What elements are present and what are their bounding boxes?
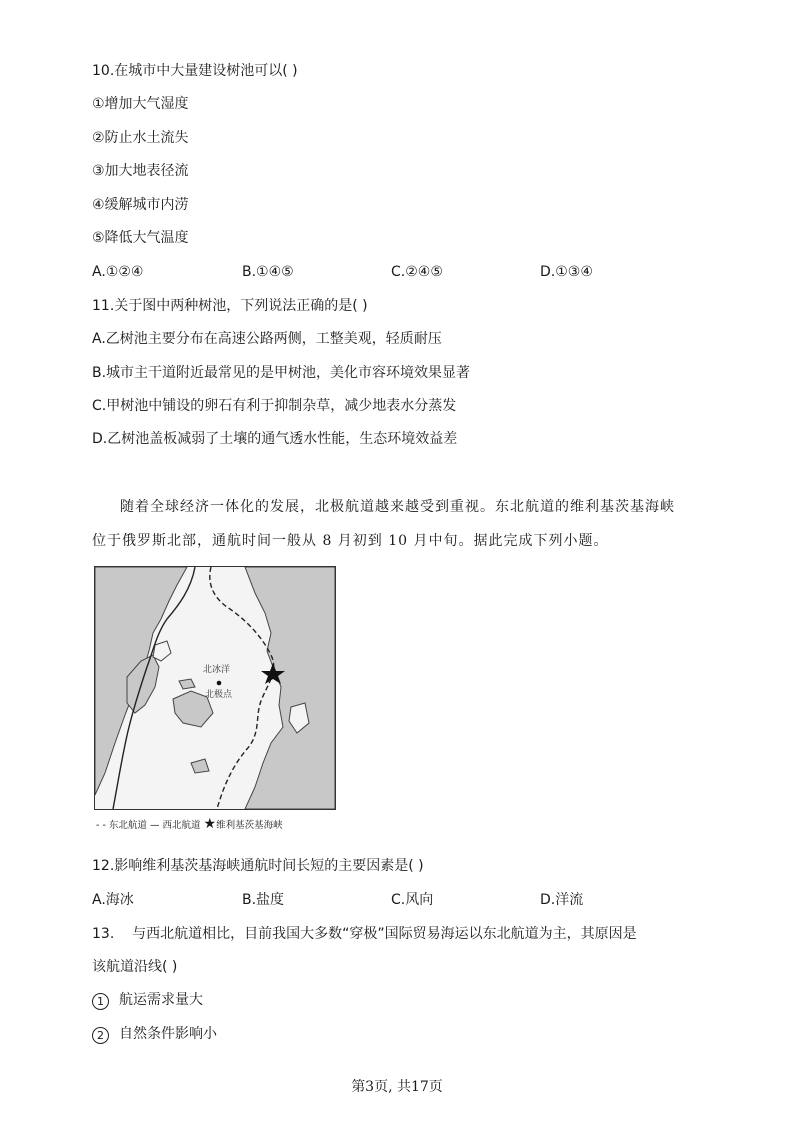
q10-item-4: ④缓解城市内涝 (92, 197, 189, 213)
q13-stem-line-1: 13. 与西北航道相比，目前我国大多数“穿极”国际贸易海运以东北航道为主，其原因是 (92, 926, 637, 942)
arctic-ocean-label: 北冰洋 (203, 665, 231, 675)
q10-option-a[interactable]: A.①②④ (92, 264, 144, 280)
q13-item-2-number: 2 (92, 1027, 109, 1044)
q11-option-b[interactable]: B.城市主干道附近最常见的是甲树池，美化市容环境效果显著 (92, 365, 471, 381)
q10-option-d[interactable]: D.①③④ (540, 264, 593, 280)
north-pole-label: 北极点 (205, 690, 233, 700)
legend-northeast-label: 东北航道 (108, 820, 147, 831)
q10-option-b[interactable]: B.①④⑤ (242, 264, 294, 280)
passage-line-1: 随着全球经济一体化的发展，北极航道越来越受到重视。东北航道的维利基茨基海峡 (120, 499, 675, 515)
legend-solid-line-icon: — (149, 820, 163, 831)
q12-option-d[interactable]: D.洋流 (540, 892, 584, 908)
legend-star-icon: ★ (203, 816, 217, 832)
q10-stem: 10.在城市中大量建设树池可以( ) (92, 63, 298, 79)
q10-item-3: ③加大地表径流 (92, 163, 189, 179)
arctic-map-graphic (95, 567, 335, 809)
q10-item-1: ①增加大气湿度 (92, 96, 189, 112)
q12-option-c[interactable]: C.风向 (391, 892, 434, 908)
q10-item-5: ⑤降低大气温度 (92, 230, 189, 246)
page-footer: 第3页, 共17页 (351, 1079, 443, 1095)
q11-option-d[interactable]: D.乙树池盖板减弱了土壤的通气透水性能，生态环境效益差 (92, 431, 458, 447)
island-2 (179, 679, 195, 689)
q13-item-1-text: 航运需求量大 (119, 992, 203, 1008)
q13-item-2 (92, 1025, 217, 1044)
q13-stem-line-2: 该航道沿线( ) (92, 959, 178, 975)
q11-option-c[interactable]: C.甲树池中铺设的卵石有利于抑制杂草，减少地表水分蒸发 (92, 398, 457, 414)
q12-stem: 12.影响维利基茨基海峡通航时间长短的主要因素是( ) (92, 858, 424, 874)
passage-line-2: 位于俄罗斯北部，通航时间一般从 8 月初到 10 月中旬。据此完成下列小题。 (92, 533, 609, 549)
q13-item-2-text: 自然条件影响小 (119, 1026, 217, 1042)
q13-item-1-number: 1 (92, 993, 109, 1010)
q13-item-1 (92, 991, 203, 1010)
map-legend (96, 816, 283, 832)
q12-option-a[interactable]: A.海冰 (92, 892, 134, 908)
arctic-route-map (94, 566, 336, 810)
q11-option-a[interactable]: A.乙树池主要分布在高速公路两侧，工整美观，轻质耐压 (92, 331, 442, 347)
q12-option-b[interactable]: B.盐度 (242, 892, 285, 908)
eurasia-land (245, 567, 335, 809)
legend-northwest-label: 西北航道 (162, 820, 201, 831)
q10-option-c[interactable]: C.②④⑤ (391, 264, 443, 280)
island-3 (191, 759, 209, 773)
north-pole-dot (217, 681, 222, 686)
q11-stem: 11.关于图中两种树池，下列说法正确的是( ) (92, 298, 368, 314)
q10-item-2: ②防止水土流失 (92, 130, 189, 146)
legend-dashed-line-icon: - - (96, 820, 109, 831)
legend-strait-label: 维利基茨基海峡 (216, 820, 283, 831)
